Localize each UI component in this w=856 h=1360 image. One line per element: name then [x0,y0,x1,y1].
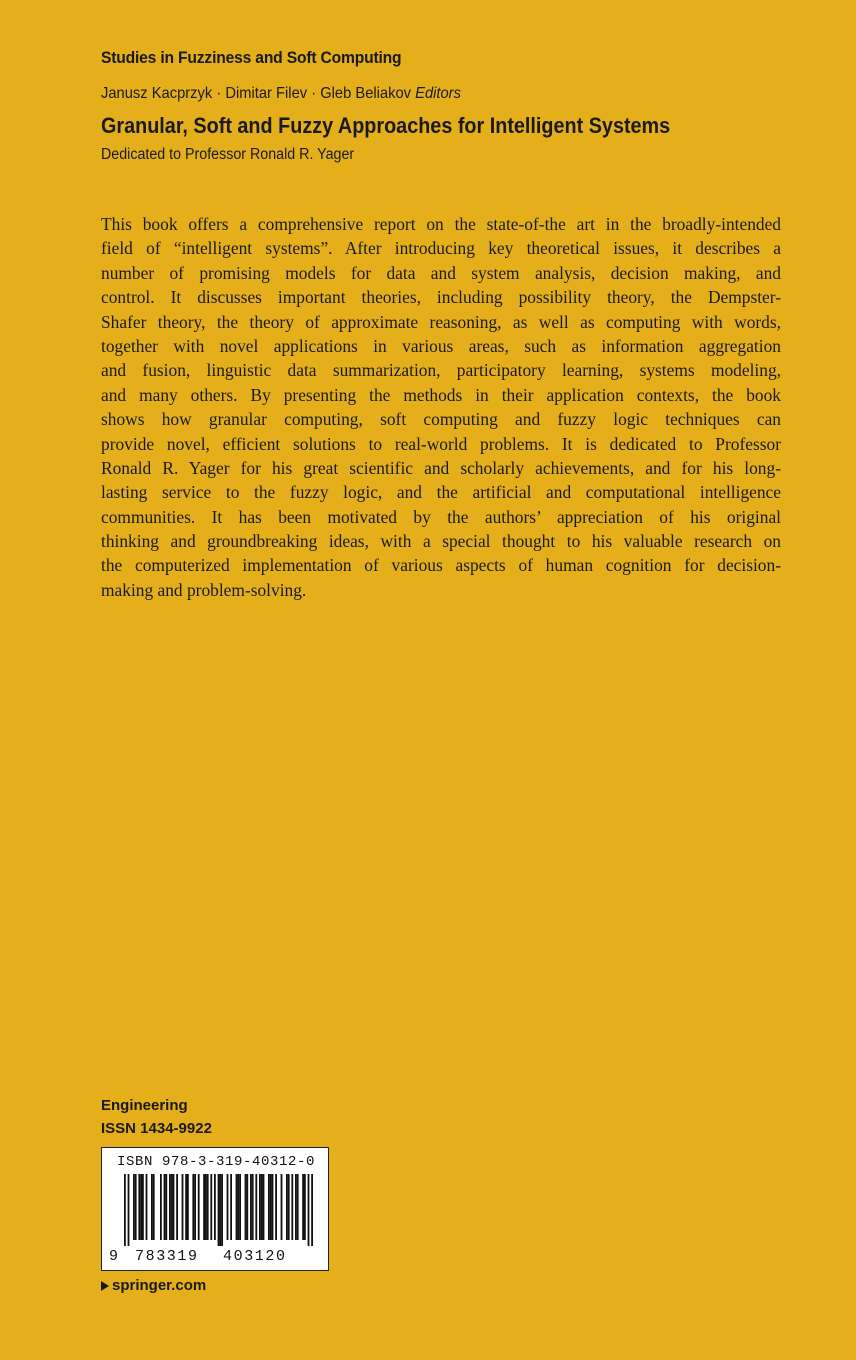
barcode-bar [239,1174,241,1240]
description-line: thinking and groundbreaking ideas, with a special thought to his valuable research on [101,531,781,552]
barcode-bar [219,1174,221,1246]
barcode-bar [268,1174,270,1240]
barcode-bar [142,1174,144,1240]
barcode-bar [165,1174,167,1240]
barcode-bar [259,1174,261,1240]
barcode-bar [218,1174,220,1246]
barcode-bar [151,1174,153,1240]
barcode-bar [153,1174,155,1240]
barcode-bar [295,1174,297,1240]
barcode-digits-right: 403120 [223,1248,287,1265]
barcode-bar [230,1174,232,1240]
subject-category: Engineering [101,1097,188,1114]
barcode-bar [205,1174,207,1240]
barcode-bar [221,1174,223,1246]
book-description [101,212,781,602]
barcode-bar [252,1174,254,1240]
book-title: Granular, Soft and Fuzzy Approaches for Intelligent Systems [101,113,671,138]
barcode-bar [160,1174,162,1240]
editors-line [101,85,461,103]
description-line: lasting service to the fuzzy logic, and the artificial and computational intelligence [101,482,781,503]
barcode-bar [272,1174,274,1240]
barcode-digits-left: 783319 [135,1248,199,1265]
barcode-bar [185,1174,187,1240]
description-line: together with novel applications in various areas, such as information aggregation [101,335,781,356]
barcode-bar [210,1174,212,1240]
barcode-bar [281,1174,283,1240]
barcode-bar [304,1174,306,1240]
barcode-bar [198,1174,200,1240]
barcode-icon [124,1174,314,1246]
barcode-bar [146,1174,148,1240]
description-line: communities. It has been motivated by the authors’ appreciation of his original [101,506,781,527]
isbn-label: ISBN 978-3-319-40312-0 [116,1154,316,1170]
publisher-link[interactable] [101,1277,206,1294]
barcode-bar [169,1174,171,1240]
barcode-bar [207,1174,209,1240]
barcode-bar [302,1174,304,1240]
series-title: Studies in Fuzziness and Soft Computing [101,48,402,67]
barcode-bar [138,1174,140,1240]
description-line: making and problem-solving. [101,579,307,600]
description-line: field of “intelligent systems”. After introducing key theoretical issues, it describes a [101,238,781,259]
barcode-bar [297,1174,299,1240]
barcode-bar [245,1174,247,1240]
barcode-bar [135,1174,137,1240]
triangle-right-icon [101,1281,109,1291]
barcode-bar [275,1174,277,1240]
barcode-digit-first: 9 [109,1248,119,1265]
barcode-bar [250,1174,252,1240]
barcode-bar [288,1174,290,1240]
barcode-bar [270,1174,272,1240]
description-line: Shafer theory, the theory of approximate reasoning, as well as computing with words, [101,311,781,332]
issn-number: ISSN 1434-9922 [101,1120,212,1137]
barcode-bar [246,1174,248,1240]
description-line: and many others. By presenting the methods in their application contexts, the book [101,384,781,405]
barcode-bar [261,1174,263,1240]
barcode-bar [124,1174,126,1246]
isbn-barcode [101,1147,329,1271]
barcode-bar [237,1174,239,1240]
barcode-bar [192,1174,194,1240]
barcode-bar [140,1174,142,1240]
publisher-link-label: springer.com [112,1277,207,1294]
editor-names: Janusz Kacprzyk · Dimitar Filev · Gleb Beliakov [101,85,412,102]
barcode-bar [263,1174,265,1240]
editors-role: Editors [415,85,461,102]
barcode-bar [311,1174,313,1246]
description-line: provide novel, efficient solutions to real-world problems. It is dedicated to Professor [101,433,781,454]
barcode-bar [203,1174,205,1240]
description-line: number of promising models for data and system analysis, decision making, and [101,262,781,283]
barcode-bar [176,1174,178,1240]
barcode-bar [255,1174,257,1240]
barcode-bar [227,1174,229,1240]
barcode-bar [133,1174,135,1240]
description-line: Ronald R. Yager for his great scientific and scholarly achievements, and for his long- [101,457,781,478]
barcode-bar [291,1174,293,1240]
barcode-bar [308,1174,310,1246]
book-dedication: Dedicated to Professor Ronald R. Yager [101,146,355,163]
description-line: and fusion, linguistic data summarization, participatory learning, systems modeling, [101,360,781,381]
barcode-bar [164,1174,166,1240]
barcode-bar [236,1174,238,1240]
description-line: the computerized implementation of various aspects of human cognition for decision- [101,555,781,576]
barcode-bar [173,1174,175,1240]
barcode-bar [286,1174,288,1240]
barcode-bar [128,1174,130,1246]
barcode-bar [171,1174,173,1240]
description-line: This book offers a comprehensive report on the state-of-the art in the broadly-intended [101,214,781,234]
description-line: control. It discusses important theories, including possibility theory, the Dempster- [101,287,781,308]
barcode-bar [214,1174,216,1240]
barcode-bar [182,1174,184,1240]
barcode-bar [187,1174,189,1240]
description-line: shows how granular computing, soft computing and fuzzy logic techniques can [101,409,781,430]
barcode-bar [194,1174,196,1240]
